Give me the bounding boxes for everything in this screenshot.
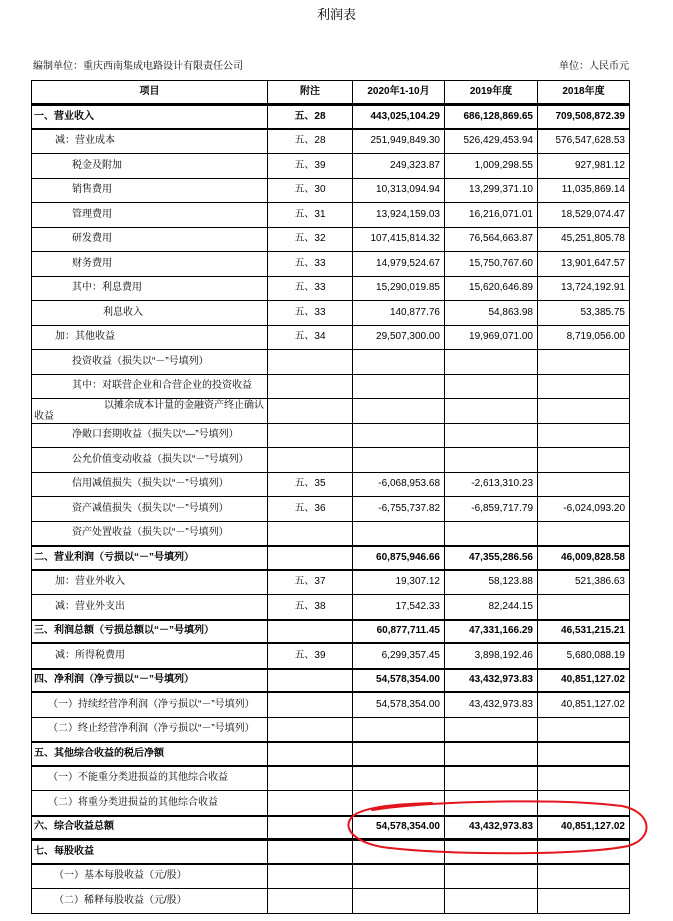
value-2018 <box>538 350 630 375</box>
row-item-label: 加：其他收益 <box>32 326 268 351</box>
row-diluted-eps <box>32 889 630 914</box>
value-2020-jan-oct: 54,578,354.00 <box>353 693 445 718</box>
value-2018: 46,009,828.58 <box>538 547 630 571</box>
value-2019 <box>445 841 538 865</box>
value-2018 <box>538 743 630 767</box>
value-2020-jan-oct: 15,290,019.85 <box>353 277 445 302</box>
value-2018: 576,547,628.53 <box>538 130 630 155</box>
row-note <box>268 547 353 571</box>
value-2020-jan-oct: 54,578,354.00 <box>353 670 445 694</box>
row-interest-income <box>32 301 630 326</box>
value-2020-jan-oct <box>353 399 445 424</box>
value-2019: 76,564,663.87 <box>445 228 538 253</box>
value-2019: 58,123.88 <box>445 571 538 596</box>
value-2019: 15,620,646.89 <box>445 277 538 302</box>
value-2020-jan-oct <box>353 865 445 890</box>
value-2018: 18,529,074.47 <box>538 203 630 228</box>
row-item-label-line2: 收益 <box>34 411 54 422</box>
row-note <box>268 718 353 743</box>
value-2019 <box>445 375 538 400</box>
value-2018 <box>538 865 630 890</box>
value-2020-jan-oct <box>353 743 445 767</box>
row-operating-cost <box>32 130 630 155</box>
value-2018: 46,531,215.21 <box>538 621 630 645</box>
row-note <box>268 670 353 694</box>
value-2018 <box>538 399 630 424</box>
currency-unit: 单位：人民币元 <box>559 61 629 72</box>
row-item-label: （二）将重分类进损益的其他综合收益 <box>32 791 268 816</box>
row-item-label: 其中：对联营企业和合营企业的投资收益 <box>32 375 268 400</box>
value-2020-jan-oct <box>353 841 445 865</box>
row-item-label: （一）不能重分类进损益的其他综合收益 <box>32 767 268 792</box>
row-rd-expenses <box>32 228 630 253</box>
row-admin-expenses <box>32 203 630 228</box>
row-note: 五、34 <box>268 326 353 351</box>
value-2020-jan-oct <box>353 350 445 375</box>
row-item-label: 研发费用 <box>32 228 268 253</box>
row-operating-revenue <box>32 105 630 130</box>
row-oci-not-reclassified <box>32 767 630 792</box>
value-2019 <box>445 767 538 792</box>
value-2019: 686,128,869.65 <box>445 106 538 130</box>
value-2019 <box>445 399 538 424</box>
row-selling-expenses <box>32 179 630 204</box>
value-2018: 40,851,127.02 <box>538 817 630 841</box>
column-header-2018: 2018年度 <box>538 81 630 105</box>
row-continuing-ops-net-profit <box>32 693 630 718</box>
row-note: 五、39 <box>268 644 353 669</box>
row-note <box>268 865 353 890</box>
row-item-label: （一）持续经营净利润（净亏损以“－”号填列） <box>32 693 268 718</box>
value-2019: 19,969,071.00 <box>445 326 538 351</box>
row-fair-value-change-income <box>32 448 630 473</box>
value-2019: 1,009,298.55 <box>445 154 538 179</box>
column-header-note: 附注 <box>268 81 353 105</box>
row-item-label-line1: 以摊余成本计量的金融资产终止确认 <box>104 400 264 411</box>
row-item-label: 六、综合收益总额 <box>32 817 268 841</box>
row-note <box>268 399 353 424</box>
value-2019: 47,331,166.29 <box>445 621 538 645</box>
value-2018: 40,851,127.02 <box>538 693 630 718</box>
row-note: 五、33 <box>268 301 353 326</box>
value-2020-jan-oct: 107,415,814.32 <box>353 228 445 253</box>
row-item-label: 三、利润总额（亏损总额以“－”号填列） <box>32 621 268 645</box>
row-item-label: 减：营业成本 <box>32 130 268 155</box>
value-2018: 521,386.63 <box>538 571 630 596</box>
value-2020-jan-oct <box>353 424 445 449</box>
value-2020-jan-oct <box>353 522 445 547</box>
value-2019: 43,432,973.83 <box>445 670 538 694</box>
value-2019: 526,429,453.94 <box>445 130 538 155</box>
value-2018 <box>538 424 630 449</box>
row-derecognition-income <box>32 399 630 424</box>
value-2019: 16,216,071.01 <box>445 203 538 228</box>
page-title: 利润表 <box>316 7 356 22</box>
row-discontinued-ops-net-profit <box>32 718 630 743</box>
value-2019 <box>445 791 538 816</box>
value-2020-jan-oct: 251,949,849.30 <box>353 130 445 155</box>
value-2019: -6,859,717.79 <box>445 497 538 522</box>
value-2019 <box>445 865 538 890</box>
row-earnings-per-share <box>32 840 630 865</box>
row-note <box>268 424 353 449</box>
value-2018 <box>538 718 630 743</box>
row-note <box>268 767 353 792</box>
value-2019: 82,244.15 <box>445 595 538 620</box>
preparer-line: 编制单位：重庆西南集成电路设计有限责任公司 <box>33 61 243 72</box>
row-non-operating-income <box>32 571 630 596</box>
column-header-item: 项目 <box>32 81 268 105</box>
row-item-label: 减：营业外支出 <box>32 595 268 620</box>
row-interest-expense <box>32 277 630 302</box>
row-note: 五、28 <box>268 130 353 155</box>
row-note <box>268 448 353 473</box>
value-2019: 43,432,973.83 <box>445 817 538 841</box>
row-income-tax <box>32 644 630 669</box>
row-note <box>268 693 353 718</box>
value-2018: 5,680,088.19 <box>538 644 630 669</box>
value-2020-jan-oct: 13,924,159.03 <box>353 203 445 228</box>
value-2018 <box>538 767 630 792</box>
value-2020-jan-oct: -6,755,737.82 <box>353 497 445 522</box>
value-2019: 47,355,286.56 <box>445 547 538 571</box>
column-header-2019: 2019年度 <box>445 81 538 105</box>
value-2020-jan-oct: 140,877.76 <box>353 301 445 326</box>
row-note: 五、39 <box>268 154 353 179</box>
row-item-label: 加：营业外收入 <box>32 571 268 596</box>
row-note: 五、36 <box>268 497 353 522</box>
value-2019: 13,299,371.10 <box>445 179 538 204</box>
row-item-label: 减：所得税费用 <box>32 644 268 669</box>
row-note <box>268 522 353 547</box>
value-2018: 8,719,056.00 <box>538 326 630 351</box>
column-header-2020-jan-oct: 2020年1-10月 <box>353 81 445 105</box>
value-2020-jan-oct: -6,068,953.68 <box>353 473 445 498</box>
value-2020-jan-oct <box>353 791 445 816</box>
value-2019: 3,898,192.46 <box>445 644 538 669</box>
row-item-label: （二）终止经营净利润（净亏损以“－”号填列） <box>32 718 268 743</box>
row-item-label: 销售费用 <box>32 179 268 204</box>
value-2020-jan-oct: 29,507,300.00 <box>353 326 445 351</box>
value-2020-jan-oct: 19,307.12 <box>353 571 445 596</box>
value-2018 <box>538 375 630 400</box>
value-2020-jan-oct: 10,313,094.94 <box>353 179 445 204</box>
row-total-profit <box>32 620 630 645</box>
value-2018 <box>538 522 630 547</box>
value-2019: 54,863.98 <box>445 301 538 326</box>
row-total-comprehensive-income <box>32 816 630 841</box>
row-note <box>268 841 353 865</box>
value-2019: 15,750,767.60 <box>445 252 538 277</box>
row-item-label: 二、营业利润（亏损以“－”号填列） <box>32 547 268 571</box>
row-financial-expenses <box>32 252 630 277</box>
row-item-label: 其中：利息费用 <box>32 277 268 302</box>
row-note: 五、37 <box>268 571 353 596</box>
row-net-exposure-hedge-income <box>32 424 630 449</box>
row-note: 五、33 <box>268 252 353 277</box>
row-note <box>268 621 353 645</box>
row-note <box>268 350 353 375</box>
row-note: 五、33 <box>268 277 353 302</box>
row-note: 五、31 <box>268 203 353 228</box>
row-other-income <box>32 326 630 351</box>
value-2020-jan-oct: 249,323.87 <box>353 154 445 179</box>
row-taxes-and-surcharges <box>32 154 630 179</box>
value-2018 <box>538 595 630 620</box>
row-note <box>268 791 353 816</box>
row-investment-income-associates <box>32 375 630 400</box>
row-note: 五、38 <box>268 595 353 620</box>
row-note <box>268 889 353 914</box>
row-credit-impairment-loss <box>32 473 630 498</box>
row-item-label: 投资收益（损失以“－”号填列） <box>32 350 268 375</box>
row-item-label: 利息收入 <box>32 301 268 326</box>
row-asset-impairment-loss <box>32 497 630 522</box>
value-2018: 709,508,872.39 <box>538 106 630 130</box>
value-2019: 43,432,973.83 <box>445 693 538 718</box>
value-2019 <box>445 889 538 914</box>
value-2020-jan-oct: 54,578,354.00 <box>353 817 445 841</box>
value-2020-jan-oct: 60,877,711.45 <box>353 621 445 645</box>
value-2019: -2,613,310.23 <box>445 473 538 498</box>
value-2019 <box>445 424 538 449</box>
row-item-label: （一）基本每股收益（元/股） <box>32 865 268 890</box>
value-2018 <box>538 841 630 865</box>
value-2020-jan-oct <box>353 767 445 792</box>
value-2018: 53,385.75 <box>538 301 630 326</box>
row-note: 五、28 <box>268 106 353 130</box>
value-2018 <box>538 791 630 816</box>
row-item-label: 七、每股收益 <box>32 841 268 865</box>
value-2018: 927,981.12 <box>538 154 630 179</box>
row-investment-income <box>32 350 630 375</box>
value-2018: -6,024,093.20 <box>538 497 630 522</box>
row-item-label <box>32 399 268 424</box>
income-statement-table <box>31 80 630 914</box>
row-operating-profit <box>32 546 630 571</box>
value-2020-jan-oct: 6,299,357.45 <box>353 644 445 669</box>
row-item-label: 财务费用 <box>32 252 268 277</box>
row-item-label: 五、其他综合收益的税后净额 <box>32 743 268 767</box>
row-item-label: 资产处置收益（损失以“－”号填列） <box>32 522 268 547</box>
value-2018 <box>538 448 630 473</box>
value-2020-jan-oct <box>353 889 445 914</box>
row-note <box>268 743 353 767</box>
row-note: 五、30 <box>268 179 353 204</box>
row-note <box>268 375 353 400</box>
value-2018: 11,035,869.14 <box>538 179 630 204</box>
value-2018 <box>538 473 630 498</box>
row-item-label: 管理费用 <box>32 203 268 228</box>
value-2019 <box>445 718 538 743</box>
row-asset-disposal-income <box>32 522 630 547</box>
value-2018 <box>538 889 630 914</box>
row-oci-reclassified <box>32 791 630 816</box>
value-2018: 40,851,127.02 <box>538 670 630 694</box>
value-2019 <box>445 522 538 547</box>
value-2020-jan-oct: 17,542.33 <box>353 595 445 620</box>
value-2020-jan-oct: 60,875,946.66 <box>353 547 445 571</box>
value-2018: 13,724,192.91 <box>538 277 630 302</box>
row-other-comprehensive-income <box>32 742 630 767</box>
row-item-label: 资产减值损失（损失以“－”号填列） <box>32 497 268 522</box>
row-item-label: （二）稀释每股收益（元/股） <box>32 889 268 914</box>
table-header-row <box>32 81 630 105</box>
row-item-label: 净敞口套期收益（损失以“—”号填列） <box>32 424 268 449</box>
row-item-label: 四、净利润（净亏损以“－”号填列） <box>32 670 268 694</box>
row-item-label: 税金及附加 <box>32 154 268 179</box>
row-item-label: 信用减值损失（损失以“－”号填列） <box>32 473 268 498</box>
row-non-operating-expenses <box>32 595 630 620</box>
value-2020-jan-oct: 443,025,104.29 <box>353 106 445 130</box>
value-2020-jan-oct: 14,979,524.67 <box>353 252 445 277</box>
value-2019 <box>445 743 538 767</box>
value-2018: 45,251,805.78 <box>538 228 630 253</box>
value-2020-jan-oct <box>353 718 445 743</box>
value-2019 <box>445 448 538 473</box>
row-note: 五、32 <box>268 228 353 253</box>
row-note <box>268 817 353 841</box>
row-note: 五、35 <box>268 473 353 498</box>
value-2020-jan-oct <box>353 448 445 473</box>
value-2018: 13,901,647.57 <box>538 252 630 277</box>
row-item-label: 公允价值变动收益（损失以“－”号填列） <box>32 448 268 473</box>
row-net-profit <box>32 669 630 694</box>
value-2019 <box>445 350 538 375</box>
row-item-label: 一、营业收入 <box>32 106 268 130</box>
row-basic-eps <box>32 865 630 890</box>
value-2020-jan-oct <box>353 375 445 400</box>
